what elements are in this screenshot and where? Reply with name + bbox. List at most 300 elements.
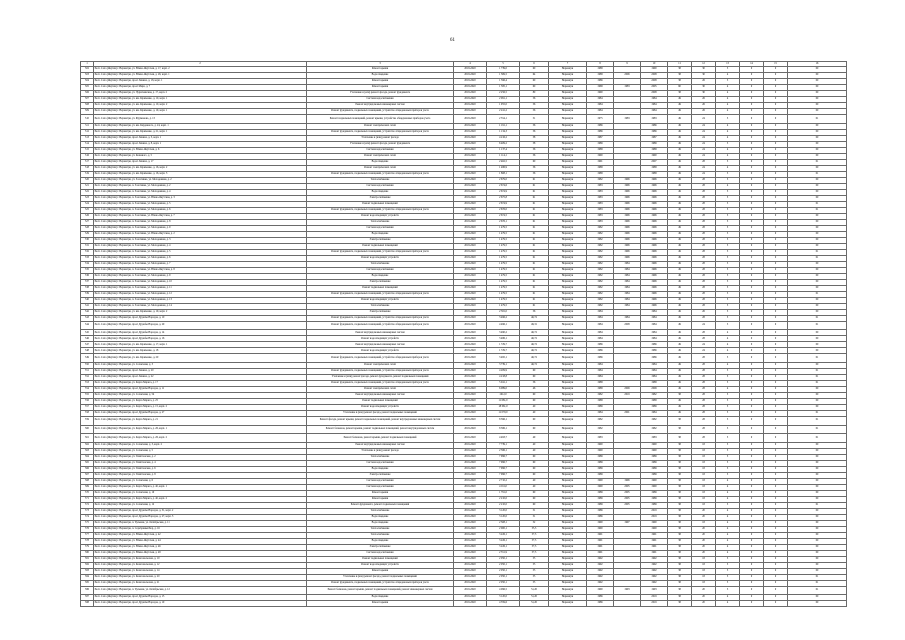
cell-address: Респ. Саха (Якутия) г. Нерюнгри, ул. Южно-Якутская, д. 17, корп. 2 xyxy=(94,67,307,73)
cell-area: 2 050,1 xyxy=(487,556,520,562)
cell-year-reconstruct: 1984 xyxy=(614,303,641,309)
cell-address: Респ. Саха (Якутия) г. Нерюнгри, ул. им. Кравченко, д. 10, корп. 1 xyxy=(94,97,307,103)
column-header-11: 11 xyxy=(668,62,692,67)
cell-year-reconstruct: 1984 xyxy=(614,285,641,291)
cell-period: 2018-2020 xyxy=(454,147,487,153)
cell-col-11: 38 xyxy=(668,514,692,520)
cell-row-number: 572 xyxy=(81,502,94,508)
cell-year-last-repair: 1982 xyxy=(641,425,668,434)
cell-address: Респ. Саха (Якутия) г. Нерюнгри, п. Золотинка, ул. Молодежная, д. 8 xyxy=(94,219,307,225)
cell-year-reconstruct: 2019 xyxy=(614,393,641,399)
cell-wear: 80 xyxy=(520,91,549,97)
cell-col-16: 01 xyxy=(788,580,847,586)
cell-locality: Нерюнгри xyxy=(549,393,587,399)
cell-col-16: 00 xyxy=(788,466,847,472)
cell-col-16: 00 xyxy=(788,279,847,285)
page-number: 61 xyxy=(450,38,455,43)
cell-col-15: 0 xyxy=(764,472,788,478)
cell-address: Респ. Саха (Якутия) г. Нерюнгри, ул. им. Кравченко, д. 17, корп. 1 xyxy=(94,342,307,348)
cell-col-13: 4 xyxy=(716,532,740,538)
cell-col-12: 28 xyxy=(692,369,716,375)
cell-period: 2018-2020 xyxy=(454,243,487,249)
cell-col-14: 0 xyxy=(740,273,764,279)
cell-col-15: 0 xyxy=(764,195,788,201)
cell-locality: Нерюнгри xyxy=(549,514,587,520)
cell-year-built: 1986 xyxy=(587,595,614,601)
cell-wear: 61 xyxy=(520,297,549,303)
cell-col-14: 0 xyxy=(740,375,764,381)
cell-row-number: 582 xyxy=(81,562,94,568)
cell-col-14: 0 xyxy=(740,496,764,502)
cell-col-15: 0 xyxy=(764,330,788,336)
cell-wear: 61 xyxy=(520,225,549,231)
cell-year-last-repair: 1984 xyxy=(641,411,668,417)
cell-row-number: 576 xyxy=(81,526,94,532)
cell-wear: 55 xyxy=(520,568,549,574)
cell-wear: 60 xyxy=(520,502,549,508)
cell-col-11: 38 xyxy=(668,556,692,562)
cell-col-14: 0 xyxy=(740,195,764,201)
cell-address: Респ. Саха (Якутия) г. Нерюнгри, п. Золотинка, ул. Молодежная, д. 2 xyxy=(94,183,307,189)
cell-year-reconstruct: 1996 xyxy=(614,195,641,201)
cell-work-type: Система водоснабжения xyxy=(307,183,454,189)
cell-wear: 61 xyxy=(520,249,549,255)
cell-col-13: 5 xyxy=(716,556,740,562)
cell-col-15: 0 xyxy=(764,219,788,225)
cell-year-reconstruct xyxy=(614,417,641,426)
cell-work-type: Ремонт внутридомовых инженерных систем xyxy=(307,103,454,109)
column-header-12: 12 xyxy=(692,62,716,67)
cell-row-number: 560 xyxy=(81,425,94,434)
cell-col-14: 0 xyxy=(740,514,764,520)
cell-area: 1 729,7 xyxy=(487,348,520,354)
cell-year-last-repair: 1989 xyxy=(641,490,668,496)
cell-year-built: 1983 xyxy=(587,195,614,201)
table-body xyxy=(81,67,847,607)
cell-year-last-repair: 1990 xyxy=(641,478,668,484)
cell-col-15: 0 xyxy=(764,249,788,255)
cell-locality: Нерюнгри xyxy=(549,460,587,466)
cell-row-number: 518 xyxy=(81,165,94,171)
cell-col-12: 24 xyxy=(692,342,716,348)
cell-row-number: 559 xyxy=(81,417,94,426)
cell-area: 2 210,0 xyxy=(487,502,520,508)
cell-col-15: 0 xyxy=(764,225,788,231)
cell-col-11: 49 xyxy=(668,135,692,141)
cell-address: Респ. Саха (Якутия) г. Нерюнгри, п. Золотинка, ул. Молодежная, д. 6 xyxy=(94,207,307,213)
cell-period: 2018-2020 xyxy=(454,73,487,79)
column-header-13: 13 xyxy=(716,62,740,67)
column-header-8: 8 xyxy=(587,62,614,67)
cell-col-14: 0 xyxy=(740,562,764,568)
cell-period: 2019-2020 xyxy=(454,562,487,568)
cell-wear: 61 xyxy=(520,195,549,201)
cell-wear: 46,72 xyxy=(520,354,549,363)
cell-col-15: 0 xyxy=(764,434,788,443)
cell-col-16: 00 xyxy=(788,183,847,189)
cell-area: 7 996,7 xyxy=(487,460,520,466)
cell-col-11: 38 xyxy=(668,502,692,508)
cell-year-last-repair: 1984 xyxy=(641,321,668,330)
cell-year-last-repair: 2008 xyxy=(641,79,668,85)
table-row xyxy=(81,425,847,434)
cell-period: 2019-2020 xyxy=(454,460,487,466)
cell-address: Респ. Саха (Якутия) г. Нерюнгри, п. Золотинка, ул. Молодежная, д. 10 xyxy=(94,279,307,285)
cell-year-built: 1983 xyxy=(587,183,614,189)
cell-year-reconstruct: 2009 xyxy=(614,387,641,393)
cell-address: Респ. Саха (Якутия) г. Нерюнгри, ул. Южно-Якутская, д. 42 xyxy=(94,532,307,538)
cell-period: 2018-2020 xyxy=(454,336,487,342)
cell-locality: Нерюнгри xyxy=(549,496,587,502)
cell-col-14: 0 xyxy=(740,165,764,171)
column-header-5: 5 xyxy=(487,62,520,67)
cell-col-12: 18 xyxy=(692,478,716,484)
cell-address: Респ. Саха (Якутия) г. Нерюнгри, пр-кт Дружбы Народов, д. 29 xyxy=(94,321,307,330)
cell-year-reconstruct: 1996 xyxy=(614,249,641,255)
cell-period: 2018-2020 xyxy=(454,135,487,141)
cell-address: Респ. Саха (Якутия) г. Нерюнгри, п. Золотинка, ул. Молодежная, д. 6 xyxy=(94,255,307,261)
cell-work-type: Ремонт водоотводящих устройств xyxy=(307,297,454,303)
cell-col-16: 00 xyxy=(788,261,847,267)
cell-col-12: 28 xyxy=(692,381,716,387)
cell-period: 2018-2020 xyxy=(454,195,487,201)
cell-year-built: 1988 xyxy=(587,165,614,171)
cell-period: 2018-2020 xyxy=(454,297,487,303)
cell-period: 2018-2020 xyxy=(454,261,487,267)
cell-address: Респ. Саха (Якутия) г. Нерюнгри, ул. Южно-Якутская, д. 44 xyxy=(94,538,307,544)
cell-col-15: 0 xyxy=(764,502,788,508)
cell-year-built: 1986 xyxy=(587,514,614,520)
cell-area: 1 114,1 xyxy=(487,153,520,159)
cell-work-type: Ремонт водоотводящих устройств xyxy=(307,255,454,261)
cell-period: 2018-2020 xyxy=(454,315,487,321)
cell-area: 11 681,0 xyxy=(487,399,520,405)
cell-col-15: 0 xyxy=(764,213,788,219)
cell-area: 3 496,2 xyxy=(487,315,520,321)
cell-col-15: 0 xyxy=(764,342,788,348)
cell-wear: 56 xyxy=(520,123,549,129)
cell-row-number: 579 xyxy=(81,544,94,550)
cell-col-13: 4 xyxy=(716,490,740,496)
cell-year-last-repair: 1996 xyxy=(641,225,668,231)
cell-year-last-repair: 1996 xyxy=(641,231,668,237)
cell-col-15: 0 xyxy=(764,586,788,595)
cell-year-last-repair: 1990 xyxy=(641,442,668,448)
cell-year-built: 1983 xyxy=(587,201,614,207)
cell-year-built: 1984 xyxy=(587,97,614,103)
cell-year-reconstruct: 1996 xyxy=(614,231,641,237)
cell-year-reconstruct: 1996 xyxy=(614,237,641,243)
cell-period: 2018-2020 xyxy=(454,85,487,91)
cell-col-15: 0 xyxy=(764,135,788,141)
cell-row-number: 534 xyxy=(81,261,94,267)
cell-year-built: 1968 xyxy=(587,85,614,91)
cell-col-14: 0 xyxy=(740,67,764,73)
cell-row-number: 546 xyxy=(81,336,94,342)
cell-col-11: 49 xyxy=(668,195,692,201)
cell-col-12: 28 xyxy=(692,261,716,267)
cell-col-15: 0 xyxy=(764,309,788,315)
cell-col-12: 20 xyxy=(692,550,716,556)
cell-col-16: 00 xyxy=(788,79,847,85)
cell-year-built: 1982 xyxy=(587,279,614,285)
cell-col-12: 18 xyxy=(692,496,716,502)
cell-wear: 55 xyxy=(520,562,549,568)
cell-area: 1 479,5 xyxy=(487,249,520,255)
cell-year-last-repair: 1989 xyxy=(641,141,668,147)
cell-area: 2 674,9 xyxy=(487,189,520,195)
cell-col-12: 28 xyxy=(692,425,716,434)
cell-year-reconstruct: 1996 xyxy=(614,201,641,207)
cell-year-built: 1987 xyxy=(587,135,614,141)
cell-col-14: 0 xyxy=(740,103,764,109)
cell-area: 4 496,1 xyxy=(487,321,520,330)
cell-locality: Нерюнгри xyxy=(549,484,587,490)
cell-year-reconstruct: 1996 xyxy=(614,243,641,249)
cell-col-16: 00 xyxy=(788,490,847,496)
cell-locality: Нерюнгри xyxy=(549,261,587,267)
cell-area: 4 493,7 xyxy=(487,434,520,443)
cell-wear: 61 xyxy=(520,201,549,207)
cell-year-built: 1988 xyxy=(587,381,614,387)
cell-year-built: 1982 xyxy=(587,303,614,309)
cell-work-type: Водоотведение xyxy=(307,231,454,237)
cell-col-12: 24 xyxy=(692,165,716,171)
cell-work-type: Электроснабжение xyxy=(307,195,454,201)
cell-period: 2019-2020 xyxy=(454,595,487,601)
cell-area: 2 674,9 xyxy=(487,201,520,207)
cell-area: 1 369,5 xyxy=(487,73,520,79)
cell-col-11: 49 xyxy=(668,348,692,354)
cell-col-15: 0 xyxy=(764,532,788,538)
cell-year-reconstruct: 1996 xyxy=(614,207,641,213)
cell-period: 2019-2020 xyxy=(454,586,487,595)
cell-col-13: 4 xyxy=(716,109,740,115)
cell-col-11: 38 xyxy=(668,586,692,595)
cell-col-12: 28 xyxy=(692,297,716,303)
cell-wear: 60 xyxy=(520,425,549,434)
table-row xyxy=(81,601,847,607)
cell-col-13: 5 xyxy=(716,159,740,165)
cell-area: 2 676,1 xyxy=(487,219,520,225)
cell-period: 2018-2020 xyxy=(454,225,487,231)
cell-wear: 61 xyxy=(520,279,549,285)
cell-col-12: 28 xyxy=(692,279,716,285)
cell-col-12: 18 xyxy=(692,520,716,526)
cell-locality: Нерюнгри xyxy=(549,574,587,580)
cell-locality: Нерюнгри xyxy=(549,207,587,213)
cell-locality: Нерюнгри xyxy=(549,490,587,496)
cell-col-14: 0 xyxy=(740,478,764,484)
cell-area: 1 479,5 xyxy=(487,297,520,303)
cell-col-16: 00 xyxy=(788,393,847,399)
cell-col-15: 0 xyxy=(764,243,788,249)
cell-col-13: 4 xyxy=(716,484,740,490)
cell-col-13: 5 xyxy=(716,580,740,586)
cell-work-type: Ремонт фундамента, подвальных помещений, устройство общедомовых приборов учета xyxy=(307,369,454,375)
cell-period: 2019-2020 xyxy=(454,520,487,526)
cell-col-14: 0 xyxy=(740,405,764,411)
cell-year-built: 1984 xyxy=(587,109,614,115)
cell-row-number: 531 xyxy=(81,243,94,249)
column-header-15: 15 xyxy=(764,62,788,67)
cell-col-15: 0 xyxy=(764,201,788,207)
cell-col-15: 0 xyxy=(764,255,788,261)
cell-col-12: 28 xyxy=(692,159,716,165)
cell-col-15: 0 xyxy=(764,177,788,183)
cell-year-built: 1989 xyxy=(587,466,614,472)
cell-period: 2019-2020 xyxy=(454,496,487,502)
cell-period: 2018-2020 xyxy=(454,369,487,375)
cell-col-12: 24 xyxy=(692,141,716,147)
cell-wear: 61 xyxy=(520,219,549,225)
cell-period: 2018-2020 xyxy=(454,79,487,85)
cell-wear: 57,5 xyxy=(520,538,549,544)
cell-wear: 60 xyxy=(520,79,549,85)
cell-year-built: 1992 xyxy=(587,580,614,586)
cell-col-14: 0 xyxy=(740,285,764,291)
cell-col-15: 0 xyxy=(764,336,788,342)
cell-col-12: 28 xyxy=(692,387,716,393)
cell-address: Респ. Саха (Якутия) г. Нерюнгри, ул. Южно-Якутская, д. 6 xyxy=(94,147,307,153)
cell-year-last-repair: 1990 xyxy=(641,67,668,73)
cell-row-number: 523 xyxy=(81,195,94,201)
cell-col-13: 5 xyxy=(716,315,740,321)
cell-col-12: 20 xyxy=(692,544,716,550)
cell-address: Респ. Саха (Якутия) г. Нерюнгри, ул. Чурапчинская, д. 17, корп. 2 xyxy=(94,91,307,97)
cell-address: Респ. Саха (Якутия) г. Нерюнгри, пр-кт Ленина, д. 18, корп. 1 xyxy=(94,79,307,85)
cell-col-12: 28 xyxy=(692,285,716,291)
cell-work-type: Система водоснабжения xyxy=(307,97,454,103)
cell-period: 2018-2020 xyxy=(454,109,487,115)
cell-work-type: Водоотведение xyxy=(307,466,454,472)
cell-locality: Нерюнгри xyxy=(549,273,587,279)
cell-year-last-repair: 1984 xyxy=(641,369,668,375)
cell-row-number: 574 xyxy=(81,514,94,520)
cell-col-12: 18 xyxy=(692,472,716,478)
cell-col-11: 38 xyxy=(668,601,692,607)
cell-address: Респ. Саха (Якутия) г. Нерюнгри, п. Золотинка, ул. Южно-Якутская, д. 3 xyxy=(94,195,307,201)
cell-col-15: 0 xyxy=(764,369,788,375)
cell-col-11: 49 xyxy=(668,243,692,249)
cell-work-type: Ремонт фундамента, подвальных помещений, устройство общедомовых приборов учета xyxy=(307,381,454,387)
cell-period: 2019-2020 xyxy=(454,454,487,460)
cell-year-last-repair: 1984 xyxy=(641,103,668,109)
cell-locality: Нерюнгри xyxy=(549,103,587,109)
cell-address: Респ. Саха (Якутия) г. Нерюнгри, ул. им. Кравченко, д. 20 xyxy=(94,354,307,363)
cell-wear: 60 xyxy=(520,375,549,381)
cell-locality: Нерюнгри xyxy=(549,189,587,195)
cell-col-11: 38 xyxy=(668,425,692,434)
cell-col-14: 0 xyxy=(740,348,764,354)
cell-col-12: 18 xyxy=(692,502,716,508)
cell-col-13: 5 xyxy=(716,375,740,381)
cell-work-type: Электроснабжение xyxy=(307,237,454,243)
cell-col-11: 49 xyxy=(668,153,692,159)
cell-area: 1 479,5 xyxy=(487,285,520,291)
cell-address: Респ. Саха (Якутия) г. Нерюнгри, п. Золотинка, ул. Молодежная, д. 5 xyxy=(94,249,307,255)
cell-col-12: 18 xyxy=(692,568,716,574)
cell-work-type: Ремонт балконов, ремонт крыши, ремонт подвальных помещений, ремонт внутридомовых систем xyxy=(307,425,454,434)
cell-year-last-repair: 1989 xyxy=(641,466,668,472)
cell-col-12: 18 xyxy=(692,460,716,466)
cell-row-number: 524 xyxy=(81,201,94,207)
cell-work-type: Система водоснабжения xyxy=(307,267,454,273)
cell-col-16: 01 xyxy=(788,417,847,426)
cell-col-16: 00 xyxy=(788,532,847,538)
cell-work-type: Система водоснабжения xyxy=(307,460,454,466)
cell-col-13: 4 xyxy=(716,85,740,91)
cell-year-reconstruct: 1984 xyxy=(614,267,641,273)
cell-col-12: 24 xyxy=(692,135,716,141)
cell-col-12: 24 xyxy=(692,321,716,330)
cell-wear: 60 xyxy=(520,399,549,405)
cell-col-15: 0 xyxy=(764,321,788,330)
cell-area: 7 739,1 xyxy=(487,442,520,448)
cell-wear: 58 xyxy=(520,135,549,141)
cell-row-number: 569 xyxy=(81,484,94,490)
cell-area: 1 134,3 xyxy=(487,129,520,135)
cell-col-15: 0 xyxy=(764,595,788,601)
cell-year-built: 1984 xyxy=(587,103,614,109)
cell-col-14: 0 xyxy=(740,309,764,315)
cell-locality: Нерюнгри xyxy=(549,201,587,207)
cell-year-last-repair: 1990 xyxy=(641,520,668,526)
cell-area: 1 479,5 xyxy=(487,237,520,243)
table-row xyxy=(81,586,847,595)
cell-year-last-repair: 1984 xyxy=(641,109,668,115)
cell-locality: Нерюнгри xyxy=(549,562,587,568)
cell-area: 3 739,1 xyxy=(487,363,520,369)
cell-col-13: 5 xyxy=(716,231,740,237)
cell-period: 2018-2020 xyxy=(454,103,487,109)
cell-period: 2019-2020 xyxy=(454,472,487,478)
cell-col-15: 0 xyxy=(764,425,788,434)
cell-work-type: Ремонт фундамента, подвальных помещений, устройство общедомовых приборов учета xyxy=(307,315,454,321)
cell-col-14: 0 xyxy=(740,147,764,153)
cell-col-14: 0 xyxy=(740,219,764,225)
cell-address: Респ. Саха (Якутия) г. Нерюнгри, п. Золотинка, ул. Молодежная, д. 9 xyxy=(94,225,307,231)
cell-year-built: 1984 xyxy=(587,369,614,375)
cell-wear: 56 xyxy=(520,109,549,115)
cell-col-11: 49 xyxy=(668,336,692,342)
cell-col-14: 0 xyxy=(740,135,764,141)
cell-col-11: 38 xyxy=(668,520,692,526)
cell-wear: 56 xyxy=(520,381,549,387)
cell-locality: Нерюнгри xyxy=(549,255,587,261)
cell-year-last-repair: 1996 xyxy=(641,279,668,285)
cell-locality: Нерюнгри xyxy=(549,129,587,135)
cell-area: 1 479,5 xyxy=(487,291,520,297)
cell-period: 2018-2020 xyxy=(454,303,487,309)
cell-work-type: Ремонт фундамента, ремонт подвальных помещений xyxy=(307,502,454,508)
cell-locality: Нерюнгри xyxy=(549,532,587,538)
column-header-16: 16 xyxy=(788,62,847,67)
cell-address: Респ. Саха (Якутия) г. Нерюнгри, п. Золотинка, ул. Молодежная, д. 5 xyxy=(94,201,307,207)
cell-period: 2018-2020 xyxy=(454,348,487,354)
cell-col-14: 0 xyxy=(740,177,764,183)
cell-col-13: 5 xyxy=(716,321,740,330)
table-row xyxy=(81,417,847,426)
cell-col-11: 49 xyxy=(668,115,692,124)
cell-period: 2018-2020 xyxy=(454,342,487,348)
cell-col-16: 01 xyxy=(788,375,847,381)
cell-year-last-repair: 1984 xyxy=(641,315,668,321)
cell-wear: 60 xyxy=(520,472,549,478)
cell-period: 2018-2020 xyxy=(454,381,487,387)
cell-col-15: 0 xyxy=(764,417,788,426)
cell-area: 7 996,7 xyxy=(487,472,520,478)
